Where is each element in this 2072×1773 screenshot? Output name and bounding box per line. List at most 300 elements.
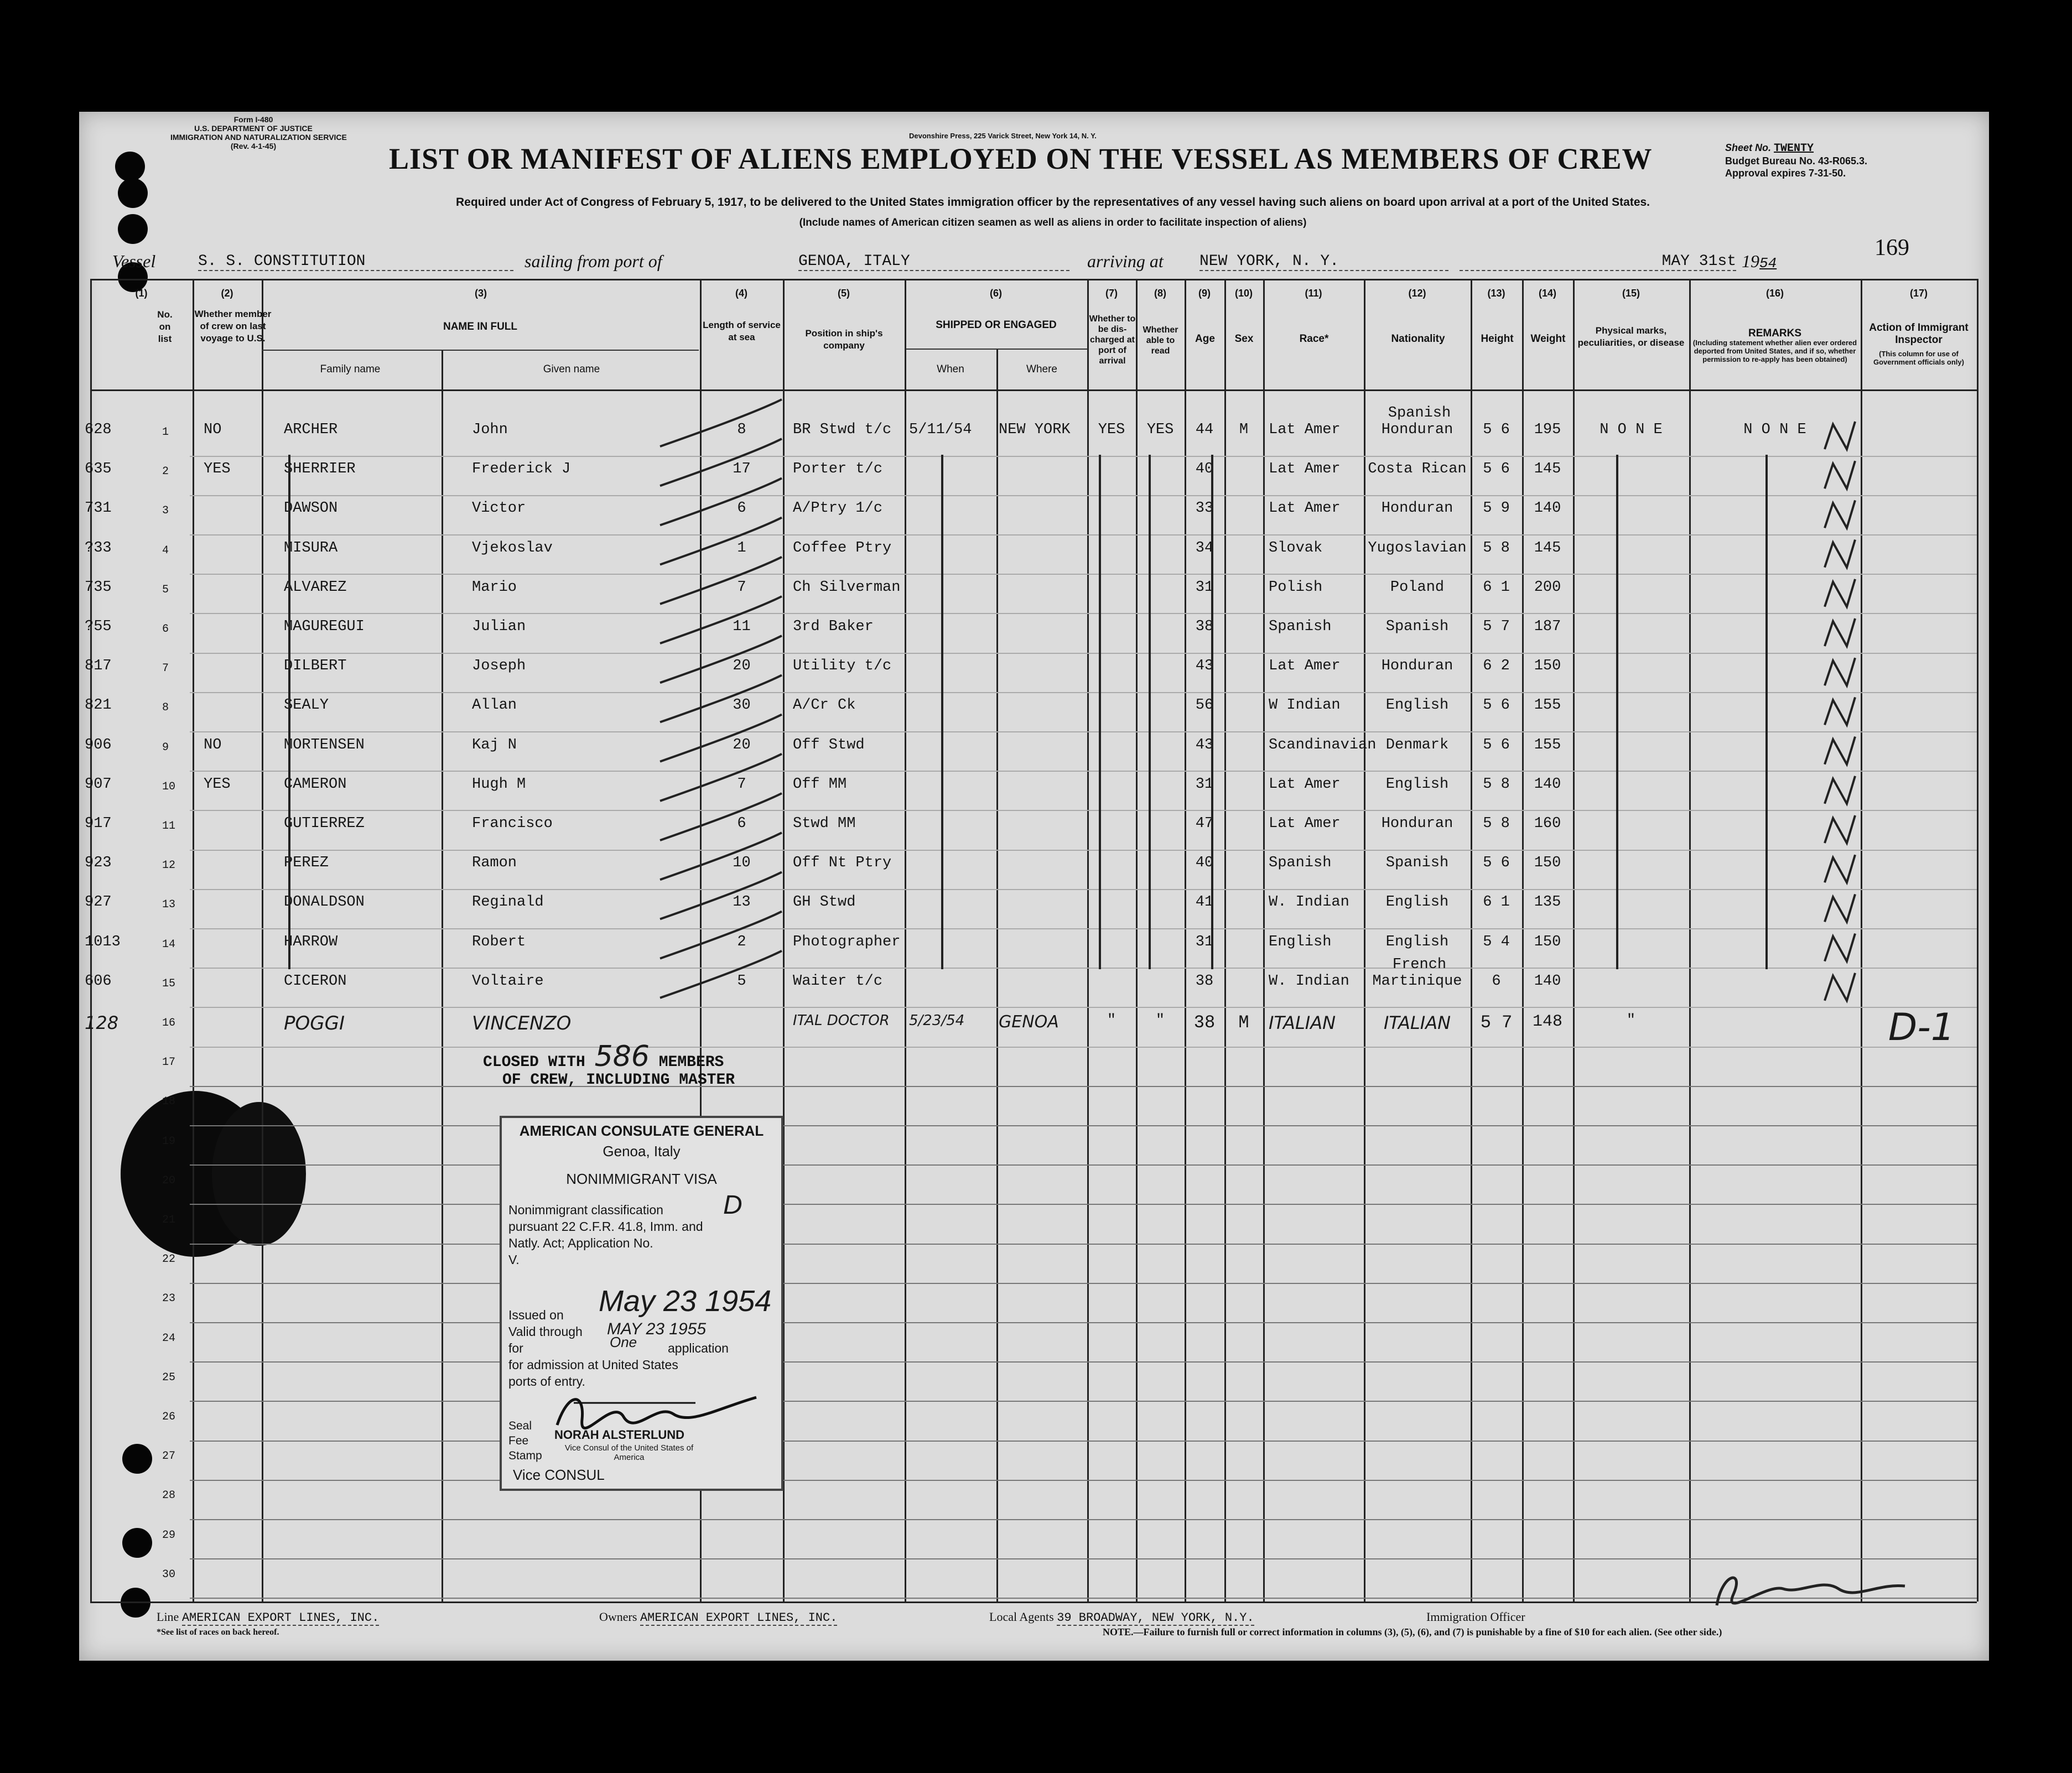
tally-stroke [660,754,782,801]
line-number: 7 [162,662,169,675]
line-number: 8 [162,701,169,715]
line-number: 27 [162,1450,176,1463]
nationality: ITALIAN [1383,1012,1451,1033]
tally-stroke [660,439,782,486]
header-discharged: Whether to be dis-charged at port of arrival [1089,314,1136,366]
line-number: 11 [162,820,176,833]
stamp-act: Natly. Act; Application No. [508,1236,653,1250]
header-physical: Physical marks, peculiarities, or disease [1577,325,1685,348]
length-of-service: 6 [737,815,746,832]
column-number: (8) [1154,288,1166,299]
given-name: Reginald [472,894,544,911]
page-number: 169 [1874,235,1909,261]
arrival-port: NEW YORK, N. Y. [1199,253,1448,271]
family-name: DILBERT [284,658,347,675]
age: 38 [1195,973,1214,990]
stamp-applications-count: One [610,1334,637,1350]
header-height: Height [1481,333,1514,345]
given-name: Francisco [472,815,553,832]
length-of-service: 17 [733,461,751,478]
family-name: SHERRIER [284,461,356,478]
check-mark [1825,776,1855,804]
header-family-name: Family name [320,363,381,375]
weight: 140 [1534,973,1561,990]
length-of-service: 5 [737,973,746,990]
stamp-admission: for admission at United States [508,1358,678,1372]
age: 43 [1195,658,1214,675]
sailing-label: sailing from port of [525,251,662,271]
age: 44 [1195,422,1214,438]
column-number: (10) [1234,288,1253,299]
race: Lat Amer [1269,776,1341,793]
nationality-prefix: French [1392,956,1447,973]
check-mark [1825,579,1855,607]
remarks: N O N E [1743,422,1806,438]
list-number: 923 [85,855,112,872]
nationality: Spanish [1385,618,1449,635]
footer-owners-value: AMERICAN EXPORT LINES, INC. [640,1611,838,1625]
race: Lat Amer [1269,815,1341,832]
race: Lat Amer [1269,500,1341,517]
year-value: 54 [1759,255,1777,272]
stamp-visa-type: NONIMMIGRANT VISA [566,1171,717,1187]
nationality: Martinique [1372,973,1462,990]
age: 31 [1195,933,1214,950]
stamp-stamp-label: Stamp [508,1449,542,1462]
year-prefix: 19 [1742,251,1759,271]
race: Polish [1269,579,1323,596]
given-name: Voltaire [472,973,544,990]
nationality: English [1385,933,1449,950]
header-action: Action of Immigrant Inspector [1869,322,1969,346]
given-name: Frederick J [472,461,571,478]
list-number: 906 [85,736,112,753]
race: English [1269,933,1332,950]
header-where: Where [1026,363,1057,375]
line-number: 20 [162,1174,176,1187]
height: 6 2 [1483,658,1510,675]
discharged: YES [1098,422,1125,438]
stamp-for-label: for [508,1341,523,1355]
header-able-read: Whether able to read [1143,325,1178,356]
height: 5 6 [1483,855,1510,872]
stamp-classification: D [723,1190,742,1220]
position: Stwd MM [793,815,856,832]
weight: 150 [1534,933,1561,950]
check-mark [1825,461,1855,488]
given-name: Joseph [472,658,526,675]
length-of-service: 6 [737,500,746,517]
height: 5 6 [1483,461,1510,478]
closing-line2: OF CREW, INCLUDING MASTER [502,1072,735,1089]
height: 5 9 [1483,500,1510,517]
closing-line1 [483,1040,724,1073]
position: Off Nt Ptry [793,855,892,872]
officer-signature [1700,1567,1910,1611]
weight: 160 [1534,815,1561,832]
budget-bureau: Budget Bureau No. 43-R065.3. [1725,155,1868,167]
list-number: ?55 [85,618,112,635]
given-name: Allan [472,697,517,714]
column-number: (14) [1538,288,1556,299]
list-number: 821 [85,697,112,714]
position: GH Stwd [793,894,856,911]
sex: M [1238,1012,1249,1033]
age: 34 [1195,539,1214,557]
tally-stroke [660,478,782,525]
check-mark [1825,540,1855,568]
header-remarks-note: (Including statement whether alien ever ordered deported from United States, and if so, whether permission to re-apply has been obtained) [1692,339,1857,363]
column-number: (1) [135,288,148,299]
weight: 145 [1534,461,1561,478]
vessel-name: S. S. CONSTITUTION [198,253,513,271]
line-number: 15 [162,977,176,990]
header-weight: Weight [1530,333,1566,345]
line-number: 4 [162,544,169,557]
able-to-read: YES [1146,422,1174,438]
departure-port: GENOA, ITALY [798,253,1069,271]
position: 3rd Baker [793,618,874,635]
header-sex: Sex [1234,333,1254,345]
family-name: POGGI [284,1012,345,1034]
length-of-service: 10 [733,855,751,872]
column-number: (16) [1765,288,1784,299]
height: 5 7 [1480,1012,1513,1033]
list-number: 817 [85,658,112,675]
length-of-service: 1 [737,539,746,557]
height: 5 6 [1483,697,1510,714]
position: Ch Silverman [793,579,901,596]
family-name: ALVAREZ [284,579,347,596]
footer-owners-label: Owners [599,1610,637,1624]
line-number: 14 [162,938,176,951]
shipped-when: 5/11/54 [909,422,972,438]
length-of-service: 13 [733,894,751,911]
line-number: 19 [162,1135,176,1148]
check-mark [1825,855,1855,882]
stamp-issued-label: Issued on [508,1308,564,1322]
footer-owners [599,1610,837,1625]
column-number: (3) [475,288,487,299]
footer-agents-label: Local Agents [989,1610,1054,1624]
nationality: Yugoslavian [1368,539,1467,557]
length-of-service: 7 [737,776,746,793]
header-action-note: (This column for use of Government officials only) [1873,350,1964,366]
race: W. Indian [1269,894,1349,911]
stamp-pursuant: pursuant 22 C.F.R. 41.8, Imm. and [508,1219,703,1234]
line-number: 21 [162,1214,176,1226]
list-number: ?33 [85,539,112,557]
list-number: 927 [85,894,112,911]
column-number: (12) [1408,288,1426,299]
age: 43 [1195,736,1214,753]
stamp-consul: Vice CONSUL [513,1467,605,1483]
line-number: 3 [162,505,169,518]
header-age: Age [1195,333,1215,345]
length-of-service: 8 [737,422,746,438]
shipped-when: 5/23/54 [909,1012,965,1029]
age: 40 [1195,461,1214,478]
given-name: Ramon [472,855,517,872]
check-mark [1825,618,1855,646]
sheet-number: TWENTY [1774,142,1814,155]
line-number: 22 [162,1253,176,1266]
position: Off Stwd [793,736,865,753]
stamp-ports: ports of entry. [508,1374,585,1389]
footer-note: NOTE.—Failure to furnish full or correct information in columns (3), (5), (6), and (7) is punishable by a fine of $10 for each alien. (See other side.) [1103,1626,1722,1637]
family-name: SEALY [284,697,329,714]
family-name: DAWSON [284,500,338,517]
list-number: 1013 [85,933,121,950]
shipped-where: GENOA [999,1012,1059,1032]
line-number: 17 [162,1056,176,1069]
age: 41 [1195,894,1214,911]
footer-agents-value: 39 BROADWAY, NEW YORK, N.Y. [1057,1611,1254,1625]
header-remarks: REMARKS [1748,327,1802,339]
length-of-service: 2 [737,933,746,950]
header-race: Race* [1299,333,1329,345]
list-number: 907 [85,776,112,793]
column-number: (11) [1305,288,1322,299]
line-number: 29 [162,1528,176,1542]
position: A/Ptry 1/c [793,500,883,517]
check-mark [1825,500,1855,528]
line-number: 6 [162,623,169,636]
line-number: 12 [162,859,176,872]
race: ITALIAN [1269,1012,1336,1033]
handwritten-checkmarks [79,112,1989,1661]
able-to-read: " [1155,1012,1165,1029]
nationality-prefix: Spanish [1388,405,1451,422]
footer-agents [989,1610,1254,1625]
sheet-label: Sheet No. [1725,142,1772,153]
age: 47 [1195,815,1214,832]
check-mark [1825,894,1855,922]
race: W. Indian [1269,973,1349,990]
stamp-consulate: AMERICAN CONSULATE GENERAL [519,1122,764,1139]
line-number: 16 [162,1017,176,1030]
age: 38 [1193,1012,1216,1033]
footer-races-note: *See list of races on back hereof. [157,1628,279,1637]
column-number: (13) [1487,288,1505,299]
family-name: ARCHER [284,422,338,438]
race: W Indian [1269,697,1341,714]
stamp-fee-label: Fee [508,1434,529,1447]
position: Photographer [793,933,901,950]
tally-stroke [660,912,782,959]
given-name: Kaj N [472,736,517,753]
given-name: Victor [472,500,526,517]
column-number: (5) [838,288,850,299]
position: Waiter t/c [793,973,883,990]
race: Lat Amer [1269,658,1341,675]
arriving-label: arriving at [1087,251,1164,271]
nationality: Honduran [1381,422,1453,438]
family-name: MORTENSEN [284,736,365,753]
weight: 135 [1534,894,1561,911]
physical-marks: N O N E [1600,422,1663,438]
height: 5 8 [1483,539,1510,557]
weight: 187 [1534,618,1561,635]
approval-expires: Approval expires 7-31-50. [1725,168,1846,179]
stamp-v: V. [508,1252,520,1267]
tally-stroke [660,636,782,683]
age: 31 [1195,579,1214,596]
last-voyage: YES [204,461,231,478]
list-number: 606 [85,973,112,990]
tally-stroke [660,596,782,643]
list-number: 128 [85,1012,119,1033]
line-number: 23 [162,1292,176,1306]
closing-text-a: CLOSED WITH [483,1054,585,1071]
height: 5 7 [1483,618,1510,635]
column-number: (7) [1105,288,1118,299]
nationality: Honduran [1381,658,1453,675]
family-name: CICERON [284,973,347,990]
age: 38 [1195,618,1214,635]
height: 6 [1492,973,1501,990]
length-of-service: 30 [733,697,751,714]
line-number: 2 [162,465,169,479]
age: 33 [1195,500,1214,517]
position: BR Stwd t/c [793,422,892,438]
list-number: 917 [85,815,112,832]
line-number: 9 [162,741,169,754]
stamp-officer-title: Vice Consul of the United States of America [564,1443,694,1462]
header-nationality: Nationality [1391,333,1445,345]
last-voyage: NO [204,422,222,438]
tally-stroke [660,872,782,919]
length-of-service: 11 [733,618,751,635]
family-name: DONALDSON [284,894,365,911]
header-position: Position in ship's company [805,328,883,351]
weight: 195 [1534,422,1561,438]
given-name: Vjekoslav [472,539,553,557]
height: 5 6 [1483,736,1510,753]
position: Off MM [793,776,847,793]
weight: 140 [1534,500,1561,517]
length-of-service: 7 [737,579,746,596]
nationality: Poland [1390,579,1445,596]
stamp-classification-label: Nonimmigrant classification [508,1203,663,1217]
closing-crew-count: 586 [594,1040,650,1073]
list-number: 628 [85,422,112,438]
physical-marks: " [1626,1012,1636,1029]
stamp-issued-date: May 23 1954 [599,1285,772,1318]
check-mark [1825,422,1855,449]
tally-stroke [660,793,782,840]
list-number: 735 [85,579,112,596]
race: Spanish [1269,618,1332,635]
weight: 148 [1532,1012,1562,1031]
stamp-applications-suffix: application [668,1341,729,1355]
printer-line: Devonshire Press, 225 Varick Street, New York 14, N. Y. [909,132,1097,140]
header-last-voyage: Whether member of crew on last voyage to U.S. [194,309,272,344]
nationality: Costa Rican [1368,461,1467,478]
given-name: Hugh M [472,776,526,793]
manifest-sheet [79,112,1989,1661]
dept-line1: U.S. DEPARTMENT OF JUSTICE [194,124,313,133]
form-id: Form I-480 [233,115,273,124]
position: Utility t/c [793,658,892,675]
line-number: 30 [162,1568,176,1581]
given-name: Mario [472,579,517,596]
column-number: (4) [735,288,747,299]
stamp-city: Genoa, Italy [603,1143,681,1160]
header-no-on-list: No. on list [157,309,173,344]
weight: 140 [1534,776,1561,793]
nationality: English [1385,697,1449,714]
length-of-service: 20 [733,736,751,753]
tally-stroke [660,833,782,880]
header-given-name: Given name [543,363,600,375]
height: 5 8 [1483,815,1510,832]
race: Spanish [1269,855,1332,872]
weight: 150 [1534,658,1561,675]
race: Scandinavian [1269,736,1377,753]
race: Lat Amer [1269,461,1341,478]
position: ITAL DOCTOR [793,1012,890,1029]
given-name: Robert [472,933,526,950]
age: 56 [1195,697,1214,714]
last-voyage: YES [204,776,231,793]
tally-stroke [660,557,782,604]
last-voyage: NO [204,736,222,753]
tally-stroke [660,675,782,722]
line-number: 13 [162,898,176,912]
line-number: 24 [162,1332,176,1345]
height: 6 1 [1483,579,1510,596]
footer-line [157,1610,379,1625]
check-mark [1825,815,1855,843]
given-name: VINCENZO [472,1012,572,1034]
line-number: 25 [162,1371,176,1384]
vessel-label: Vessel [112,251,156,271]
header-length-service: Length of service at sea [703,320,781,342]
dept-line2: IMMIGRATION AND NATURALIZATION SERVICE [170,133,347,142]
discharged: " [1107,1012,1117,1029]
height: 5 6 [1483,422,1510,438]
line-number: 26 [162,1411,176,1423]
race: Lat Amer [1269,422,1341,438]
form-revision: (Rev. 4-1-45) [230,142,277,150]
weight: 155 [1534,736,1561,753]
column-number: (9) [1198,288,1211,299]
nationality: Spanish [1385,855,1449,872]
height: 5 4 [1483,933,1510,950]
position: Porter t/c [793,461,883,478]
column-number: (2) [221,288,233,299]
manifest-title: LIST OR MANIFEST OF ALIENS EMPLOYED ON THE VESSEL AS MEMBERS OF CREW [389,142,1653,175]
column-number: (15) [1622,288,1640,299]
tally-stroke [660,399,782,446]
race: Slovak [1269,539,1323,557]
tally-stroke [660,518,782,565]
family-name: MAGUREGUI [284,618,365,635]
footer-officer-label: Immigration Officer [1426,1610,1525,1624]
sex: M [1239,422,1249,438]
family-name: HARROW [284,933,338,950]
family-name: PEREZ [284,855,329,872]
family-name: CAMERON [284,776,347,793]
height: 6 1 [1483,894,1510,911]
list-number: 635 [85,461,112,478]
arrival-date: MAY 31st [1460,253,1736,271]
nationality: English [1385,894,1449,911]
stamp-officer-name: NORAH ALSTERLUND [554,1428,685,1442]
tally-stroke [660,715,782,762]
inspector-action: D-1 [1888,1006,1955,1049]
